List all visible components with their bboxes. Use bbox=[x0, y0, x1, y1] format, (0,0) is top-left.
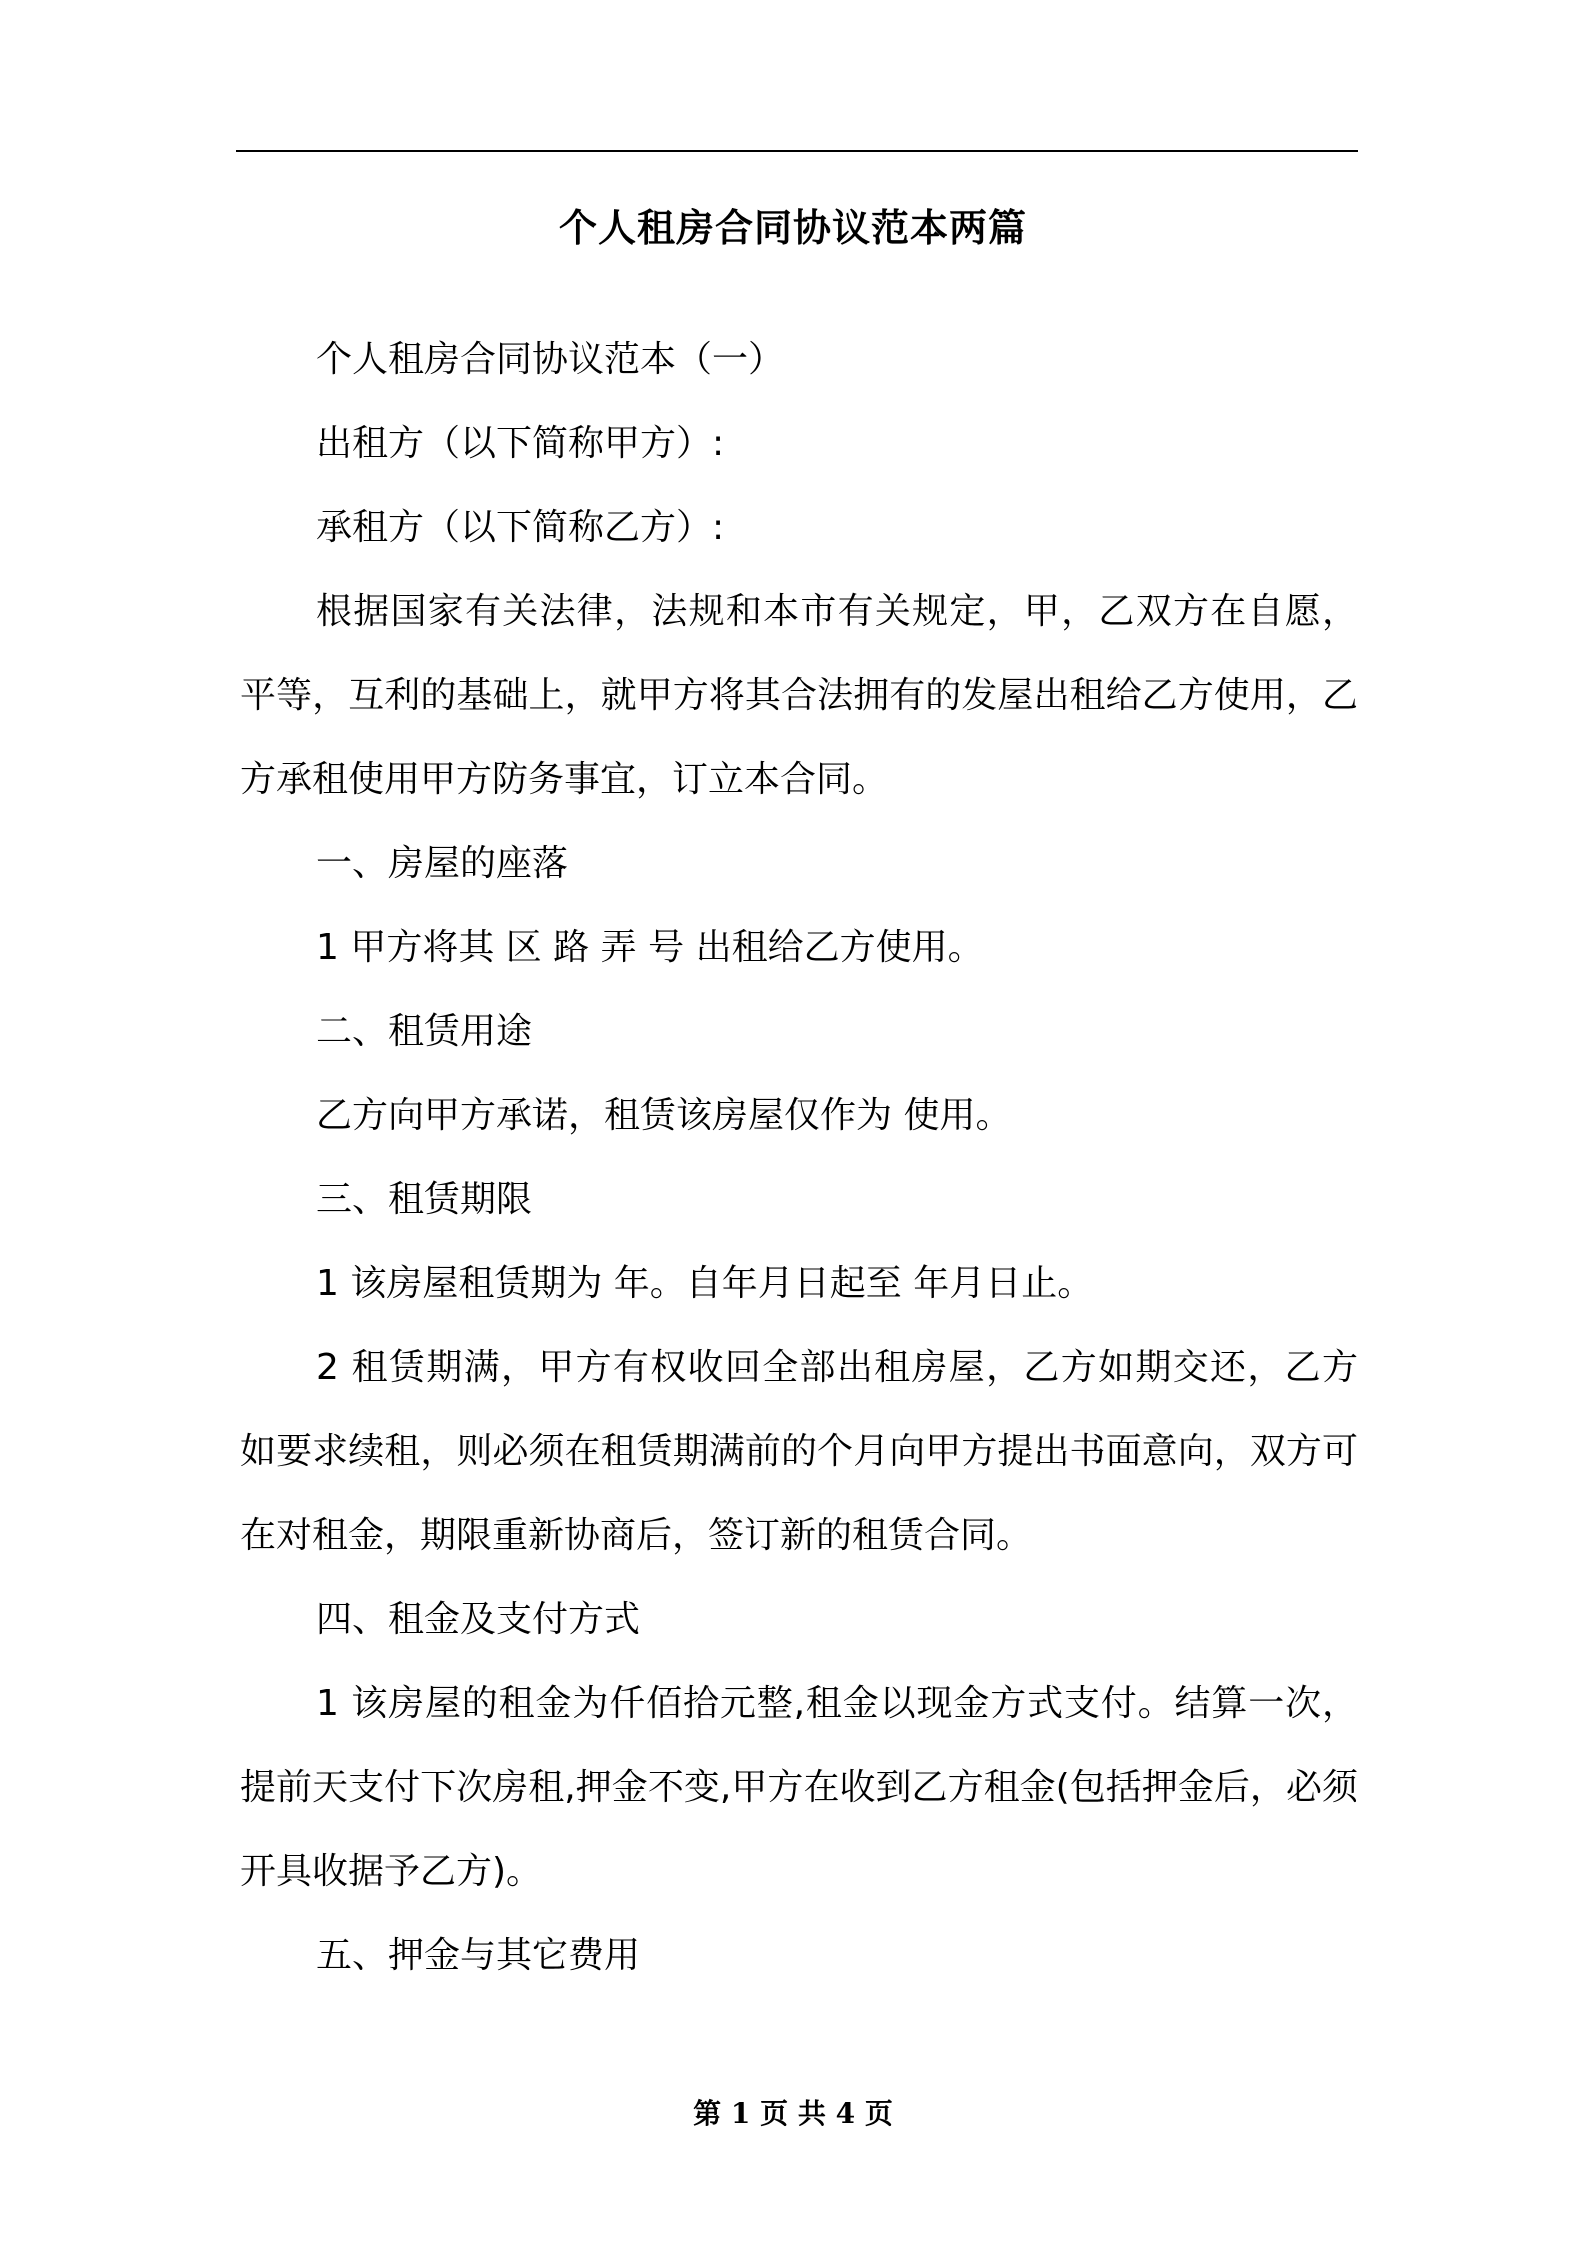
clause-location-1: 1 甲方将其 区 路 弄 号 出租给乙方使用。 bbox=[316, 927, 984, 968]
document-body bbox=[240, 318, 1358, 1998]
clause-term-2: 2 租赁期满，甲方有权收回全部出租房屋，乙方如期交还，乙方如要求续租，则必须在租赁期满前的个月向甲方提出书面意向，双方可在对租金，期限重新协商后，签订新的租赁合同。 bbox=[240, 1347, 1358, 1556]
lessee-line: 承租方（以下简称乙方）: bbox=[316, 507, 725, 548]
section-heading-usage: 二、租赁用途 bbox=[316, 1011, 533, 1052]
lessor-line: 出租方（以下简称甲方）: bbox=[316, 423, 725, 464]
clause-rent-1: 1 该房屋的租金为仟佰拾元整,租金以现金方式支付。结算一次，提前天支付下次房租,押金不变,甲方在收到乙方租金(包括押金后，必须开具收据予乙方)。 bbox=[240, 1683, 1358, 1892]
subtitle-paragraph: 个人租房合同协议范本（一） bbox=[316, 339, 785, 380]
clause-term-1: 1 该房屋租赁期为 年。自年月日起至 年月日止。 bbox=[316, 1263, 1094, 1304]
clause-usage: 乙方向甲方承诺，租赁该房屋仅作为 使用。 bbox=[316, 1095, 1012, 1136]
section-heading-location: 一、房屋的座落 bbox=[316, 843, 569, 884]
document-title: 个人租房合同协议范本两篇 bbox=[558, 206, 1027, 250]
preamble-paragraph: 根据国家有关法律，法规和本市有关规定，甲，乙双方在自愿，平等，互利的基础上，就甲方将其合法拥有的发屋出租给乙方使用，乙方承租使用甲方防务事宜，订立本合同。 bbox=[240, 591, 1358, 800]
page-number-footer: 第 1 页 共 4 页 bbox=[693, 2097, 893, 2130]
header-rule bbox=[236, 150, 1358, 152]
section-heading-rent: 四、租金及支付方式 bbox=[316, 1599, 641, 1640]
section-heading-term: 三、租赁期限 bbox=[316, 1179, 533, 1220]
section-heading-deposit: 五、押金与其它费用 bbox=[316, 1935, 641, 1976]
